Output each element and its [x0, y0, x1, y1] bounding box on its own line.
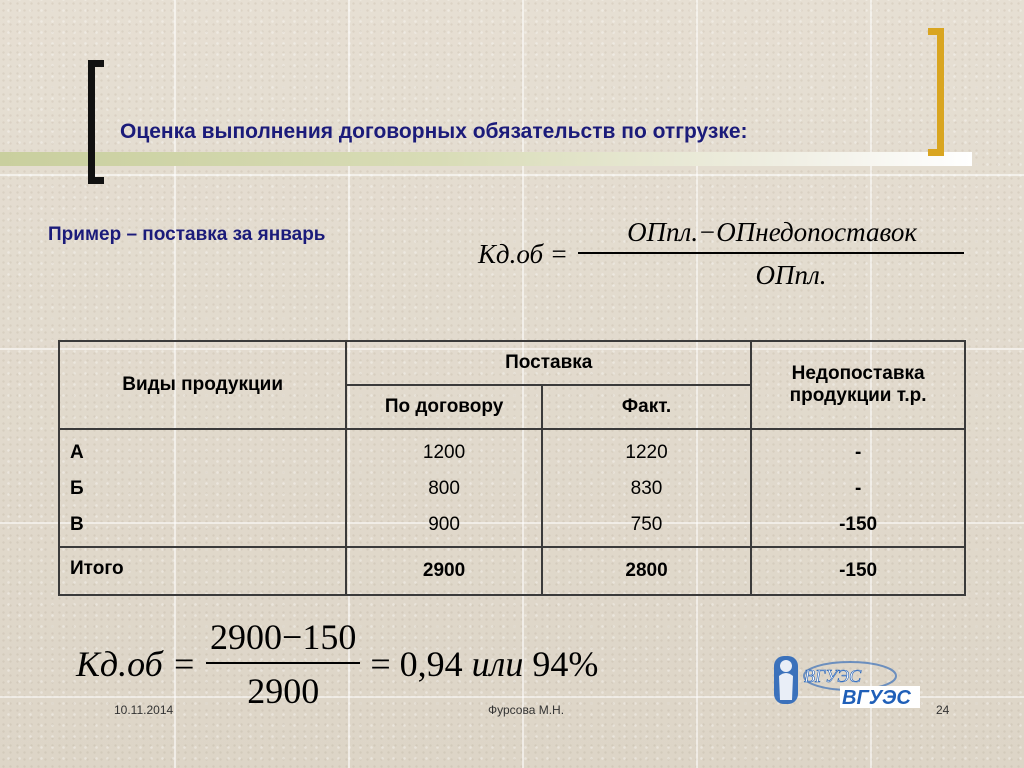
header-actual: Факт.: [542, 385, 751, 429]
calc-numerator: 2900−150: [210, 617, 357, 657]
total-shortfall: -150: [751, 547, 965, 595]
calc-fraction: [206, 616, 360, 712]
slide-title: Оценка выполнения договорных обязательств по отгрузке:: [120, 120, 748, 143]
general-formula: [478, 206, 998, 302]
actual-value: 830: [630, 477, 663, 499]
formula-fraction: [578, 217, 964, 291]
footer-author: Фурсова М.Н.: [488, 703, 565, 717]
total-actual: 2800: [542, 547, 751, 595]
footer-date: 10.11.2014: [114, 703, 174, 717]
example-label: Пример – поставка за январь: [48, 224, 326, 245]
right-bracket-decoration: [928, 28, 944, 156]
calc-denominator: 2900: [247, 671, 320, 711]
university-emblem-icon: [770, 652, 926, 710]
calc-result-or: или: [462, 644, 533, 684]
contract-value: 1200: [422, 441, 466, 463]
product-column: [59, 429, 346, 547]
shortfall-value: -150: [839, 513, 878, 535]
formula-denominator: ОПпл.: [755, 259, 827, 290]
header-product-types: Виды продукции: [59, 341, 346, 429]
contract-value: 900: [428, 513, 460, 535]
calculation-formula: [76, 612, 598, 716]
contract-value: 800: [428, 477, 460, 499]
delivery-table: [58, 340, 966, 596]
formula-numerator: ОПпл.−ОПнедопоставок: [627, 217, 917, 248]
shortfall-value: -: [854, 477, 862, 499]
contract-column: [346, 429, 542, 547]
background-grid-line: [0, 174, 1024, 176]
header-shortfall: Недопоставка продукции т.р.: [751, 341, 965, 429]
formula-lhs: Кд.об =: [478, 238, 569, 269]
shortfall-value: -: [854, 441, 862, 463]
left-bracket-decoration: [88, 60, 104, 184]
total-contract: 2900: [346, 547, 542, 595]
svg-text:ВГУЭС: ВГУЭС: [804, 666, 862, 686]
shortfall-column: [751, 429, 965, 547]
actual-value: 1220: [625, 441, 668, 463]
actual-value: 750: [630, 513, 663, 535]
calc-lhs: Кд.об =: [76, 644, 197, 684]
header-by-contract: По договору: [346, 385, 542, 429]
product-label: Б: [70, 477, 84, 499]
header-delivery: Поставка: [346, 341, 751, 385]
total-label: Итого: [59, 547, 346, 595]
calc-result-percent: 94%: [532, 644, 599, 684]
calc-result-value: = 0,94: [370, 644, 463, 684]
actual-column: [542, 429, 751, 547]
product-label: А: [70, 441, 84, 463]
svg-text:ВГУЭС: ВГУЭС: [842, 687, 911, 709]
calc-result: [370, 643, 598, 685]
footer-page-number: 24: [936, 703, 950, 717]
product-label: В: [70, 513, 84, 535]
vgues-logo: [770, 652, 926, 710]
title-accent-bar: [0, 152, 972, 166]
